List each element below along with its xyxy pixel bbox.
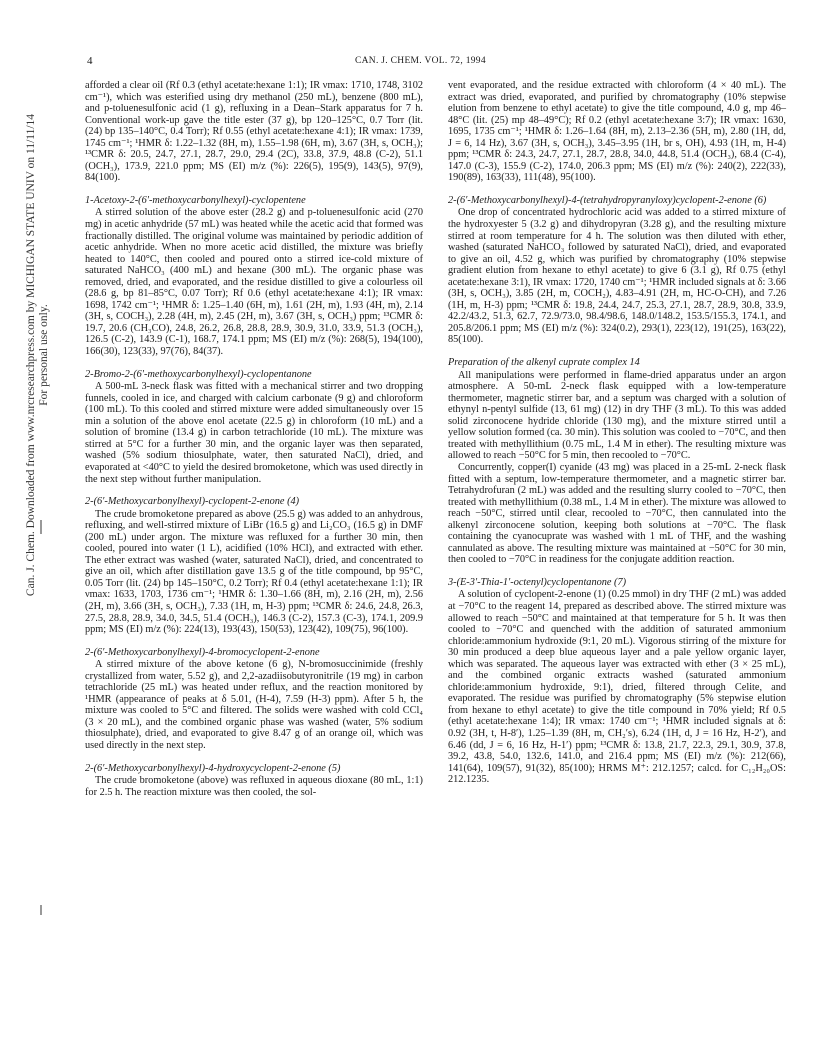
- body-paragraph: All manipulations were performed in flame-dried apparatus under an argon atmosphere. A 50-mL 2-neck flask equipped with a low-temperature thermometer, magnetic stirrer bar, and a septum was charged with a solution of ethynyl n-pentyl sulfide (13, 61 mg) (12) in dry THF (3 mL). To this was added solid zirconocene hydride chloride (130 mg), and the mixture stirred until a yellow solution formed (ca. 30 min). This solution was cooled to −70°C, and then treated with methyllithium (0.75 mL, 1.4 M in ether). The resulting mixture was allowed to reach −50°C for 5 min, then recooled to −70°C.: [448, 369, 786, 462]
- body-paragraph: A stirred mixture of the above ketone (6 g), N-bromosuccinimide (freshly crystallized from water, 5.52 g), and 2,2-azadiisobutyronitrile (19 mg) in carbon tetrachloride (25 mL) was heated under reflux, and the reaction monitored by ¹HMR (appearance of peaks at δ 5.01, (H-4), 7.59 (H-3) ppm). After 5 h, the mixture was cooled to 5°C and filtered. The solids were washed with cold CCl₄ (3 × 20 mL), and the combined organic phase was washed (water, 5% sodium thiosulphate), dried, and evaporated to give 8.47 g of an orange oil, which was used directly in the next step.: [85, 659, 423, 751]
- right-column: [448, 80, 786, 786]
- section-heading: 2-(6′-Methoxycarbonylhexyl)-cyclopent-2-enone (4): [85, 496, 300, 508]
- scan-artifact: [40, 905, 42, 915]
- body-paragraph: The crude bromoketone prepared as above (25.5 g) was added to an anhydrous, refluxing, and well-stirred mixture of LiBr (16.5 g) and Li₂CO₃ (16.5 g) in DMF (200 mL) under argon. The mixture was refluxed for a further 30 min, then cooled, poured into water (1 L), acidified (10% HCl), and extracted with ether. The ether extract was washed (water, saturated NaCl), dried, and concentrated to give an oil, which after distillation gave 13.5 g of the title compound, bp 95°C, 0.05 Torr (lit. (24) bp 145–150°C, 0.2 Torr); Rf 0.4 (ethyl acetate:hexane 1:1); IR νmax: 1633, 1703, 1736 cm⁻¹; ¹HMR δ: 1.30–1.66 (8H, m), 2.16 (2H, m), 2.56 (2H, m), 3.66 (3H, s, OCH₃), 7.33 (1H, m, H-3) ppm; ¹³CMR δ: 24.6, 24.8, 26.3, 27.5, 28.8, 28.9, 34.0, 34.5, 51.4 (OCH₃), 146.3 (C-2), 157.3 (C-3), 174.1, 209.9 ppm; MS (EI) m/z (%): 224(13), 193(43), 150(53), 123(42), 109(75), 96(100).: [85, 508, 423, 636]
- body-paragraph: One drop of concentrated hydrochloric acid was added to a stirred mixture of the hydroxyester 5 (3.2 g) and dihydropyran (3.28 g), and the resulting mixture stirred at room temperature for 4 h. The solution was then diluted with ether, washed (saturated NaHCO₃ followed by saturated NaCl), dried, and evaporated to give an oil, 4.52 g, which was purified by chromatography (10% stepwise gradient elution from hexane to ethyl acetate) to give 6 (3.1 g), Rf 0.75 (ethyl acetate:hexane 3:1), IR νmax: 1720, 1740 cm⁻¹; ¹HMR included signals at δ: 3.66 (3H, s, OCH₃), 3.85 (2H, m, COCH₂), 4.83–4.91 (2H, m, HC-O-CH), and 7.26 (1H, m, H-3) ppm; ¹³CMR δ: 19.8, 24.4, 24.7, 25.3, 27.1, 28.7, 28.9, 30.8, 33.9, 42.2/43.2, 51.3, 62.7, 72.9/73.0, 98.4/98.6, 148.0/148.2, 153.5/155.3, 174.1, and 205.8/206.1 ppm; MS (EI) m/z (%): 324(0.2), 293(1), 223(12), 191(25), 163(22), 85(100).: [448, 207, 786, 346]
- section-heading: 2-Bromo-2-(6′-methoxycarbonylhexyl)-cyclopentanone: [85, 368, 312, 380]
- scan-artifact: [40, 520, 42, 534]
- page-number: 4: [87, 55, 93, 67]
- section-heading: 2-(6′-Methoxycarbonylhexyl)-4-hydroxycyclopent-2-enone (5): [85, 762, 341, 774]
- section-heading: 3-(E-3′-Thia-1′-octenyl)cyclopentanone (7): [448, 576, 627, 588]
- body-paragraph: afforded a clear oil (Rf 0.3 (ethyl acetate:hexane 1:1); IR νmax: 1710, 1748, 3102 cm⁻¹), which was esterified using dry methanol (250 mL), benzene (800 mL), and p-toluenesulfonic acid (1 g), refluxing in a Dean–Stark apparatus for 7 h. Conventional work-up gave the title ester (37 g), bp 120–125°C, 0.7 Torr (lit. (24) bp 135–140°C, 0.4 Torr); Rf 0.55 (ethyl acetate:hexane 4:1); IR νmax: 1739, 1745 cm⁻¹; ¹HMR δ: 1.22–1.32 (8H, m), 1.55–1.98 (6H, m), 3.67 (3H, s, OCH₃); ¹³CMR δ: 20.5, 24.7, 27.1, 28.7, 29.0, 29.4 (2C), 33.8, 37.9, 48.8 (C-2), 51.1 (OCH₃), 173.9, 221.0 ppm; MS (EI) m/z (%): 226(5), 195(9), 143(5), 97(9), 84(100).: [85, 80, 423, 184]
- body-paragraph: A stirred solution of the above ester (28.2 g) and p-toluenesulfonic acid (270 mg) in acetic anhydride (57 mL) was heated while the acetic acid that formed was fractionally distilled. The original volume was maintained by periodic addition of acetic anhydride. When no more acetic acid distilled, the mixture was briefly heated to 140°C, then cooled and poured onto a stirred ice-cold mixture of saturated NaHCO₃ (400 mL) and hexane (300 mL). The organic phase was removed, dried, and evaporated, and the residue distilled to give a colourless oil (28.6 g, bp 81–85°C, 0.07 Torr); Rf 0.6 (ethyl acetate:hexane 4:1); IR νmax: 1698, 1742 cm⁻¹; ¹HMR δ: 1.25–1.40 (6H, m), 1.61 (2H, m), 1.93 (4H, m), 2.14 (3H, s, COCH₃), 2.28 (4H, m), 2.45 (2H, m), 3.67 (3H, s, OCH₃) ppm; ¹³CMR δ: 19.7, 20.6 (CH₃CO), 24.8, 26.2, 26.8, 28.8, 28.9, 30.9, 31.0, 33.9, 51.3 (OCH₃), 126.5 (C-2), 143.9 (C-1), 168.7, 174.1 ppm; MS (EI) m/z (%): 268(5), 194(100), 166(30), 123(33), 97(76), 84(37).: [85, 207, 423, 358]
- running-head: CAN. J. CHEM. VOL. 72, 1994: [355, 56, 486, 66]
- section-heading: 1-Acetoxy-2-(6′-methoxycarbonylhexyl)-cyclopentene: [85, 194, 306, 206]
- personal-use-note: For personal use only.: [38, 304, 50, 406]
- body-paragraph: Concurrently, copper(I) cyanide (43 mg) was placed in a 25-mL 2-neck flask fitted with a septum, low-temperature thermometer, and a magnetic stirrer bar. Tetrahydrofuran (2 mL) was added and the resulting slurry cooled to −70°C, then treated with methyllithium (0.38 mL, 1.4 M in ether). The mixture was allowed to reach −50°C, stirred until clear, recooled to −70°C, then cannulated into the alkenyl zirconocene solution, keeping both solutions at −70°C. The flask containing the cyanocuprate was washed with 1 mL of THF, and the washing cannulated as above. The resulting mixture was maintained at −50°C for 30 min, then cooled to −70°C in readiness for the conjugate addition reaction.: [448, 461, 786, 566]
- section-heading: 2-(6′-Methoxycarbonylhexyl)-4-(tetrahydropyranyloxy)cyclopent-2-enone (6): [448, 194, 767, 206]
- body-paragraph: A solution of cyclopent-2-enone (1) (0.25 mmol) in dry THF (2 mL) was added at −70°C to the reagent 14, prepared as described above. The stirred mixture was allowed to reach −50°C and maintained at that temperature for 5 h. It was then cooled to −70°C and quenched with the addition of saturated ammonium chloride:ammonium hydroxide (9:1, 20 mL). Vigorous stirring of the mixture for 30 min produced a deep blue aqueous layer and a pale yellow organic layer, which was separated. The aqueous layer was extracted with ether (3 × 25 mL), and the combined organic extracts washed (saturated ammonium chloride:ammonium hydroxide, 9:1), dried, filtered through Celite, and evaporated. The residue was purified by chromatography (5% stepwise elution from hexane to ethyl acetate) to give the title compound in 70% yield; Rf 0.5 (ethyl acetate:hexane 1:4); IR νmax: 1740 cm⁻¹; ¹HMR included signals at δ: 0.92 (3H, t, H-8′), 1.25–1.39 (8H, m, CH₂′s), 6.24 (1H, d, J = 16 Hz, H-2′), and 6.46 (dd, J = 6, 16 Hz, H-1′) ppm; ¹³CMR δ: 13.8, 21.7, 22.3, 29.1, 30.9, 37.8, 39.2, 43.8, 54.0, 132.6, 141.0, and 216.4 ppm; MS (EI) m/z (%): 212(66), 141(64), 109(57), 91(32), 85(100); HRMS M⁺: 212.1257; calcd. for C₁₂H₂₀OS: 212.1235.: [448, 589, 786, 786]
- section-heading: 2-(6′-Methoxycarbonylhexyl)-4-bromocyclopent-2-enone: [85, 646, 320, 658]
- body-paragraph: The crude bromoketone (above) was refluxed in aqueous dioxane (80 mL, 1:1) for 2.5 h. The reaction mixture was then cooled, the sol-: [85, 775, 423, 798]
- download-notice: [25, 65, 65, 645]
- section-heading: Preparation of the alkenyl cuprate complex 14: [448, 357, 640, 369]
- download-notice-line: Can. J. Chem. Downloaded from www.nrcresearchpress.com by MICHIGAN STATE UNIV on 11/11/14: [25, 113, 37, 597]
- body-paragraph: A 500-mL 3-neck flask was fitted with a mechanical stirrer and two dropping funnels, cooled in ice, and charged with calcium carbonate (9 g) and chloroform (100 mL). To this cooled and stirred mixture were added simultaneously over 15 min a solution of the above enol acetate (22.5 g) in chloroform (10 mL) and a solution of bromine (13.4 g) in carbon tetrachloride (10 mL). The mixture was stirred at 5°C for a further 30 min, and the organic layer was then separated, washed (5% sodium thiosulphate, water, then saturated NaCl), dried, and evaporated at <40°C to yield the desired bromoketone, which was used directly in the next step without further manipulation.: [85, 381, 423, 485]
- left-column: [85, 80, 423, 798]
- body-paragraph: vent evaporated, and the residue extracted with chloroform (4 × 40 mL). The extract was dried, evaporated, and purified by chromatography (10% stepwise elution from benzene to ethyl acetate) to give the title compound, 4.0 g, mp 46–48°C (lit. (25) mp 48–49°C); Rf 0.2 (ethyl acetate:hexane 3:7); IR νmax: 1630, 1695, 1735 cm⁻¹; ¹HMR δ: 1.26–1.64 (8H, m), 2.13–2.36 (5H, m), 2.80 (1H, dd, J = 6, 14 Hz), 3.67 (3H, s, OCH₃), 3.45–3.95 (1H, br s, OH), 4.93 (1H, m, H-4) ppm; ¹³CMR δ: 24.3, 24.7, 27.1, 28.7, 28.8, 34.0, 44.8, 51.4 (OCH₃), 68.4 (C-4), 147.0 (C-3), 155.9 (C-2), 174.0, 206.3 ppm; MS (EI) m/z (%): 240(2), 222(33), 190(89), 163(33), 111(48), 95(100).: [448, 80, 786, 184]
